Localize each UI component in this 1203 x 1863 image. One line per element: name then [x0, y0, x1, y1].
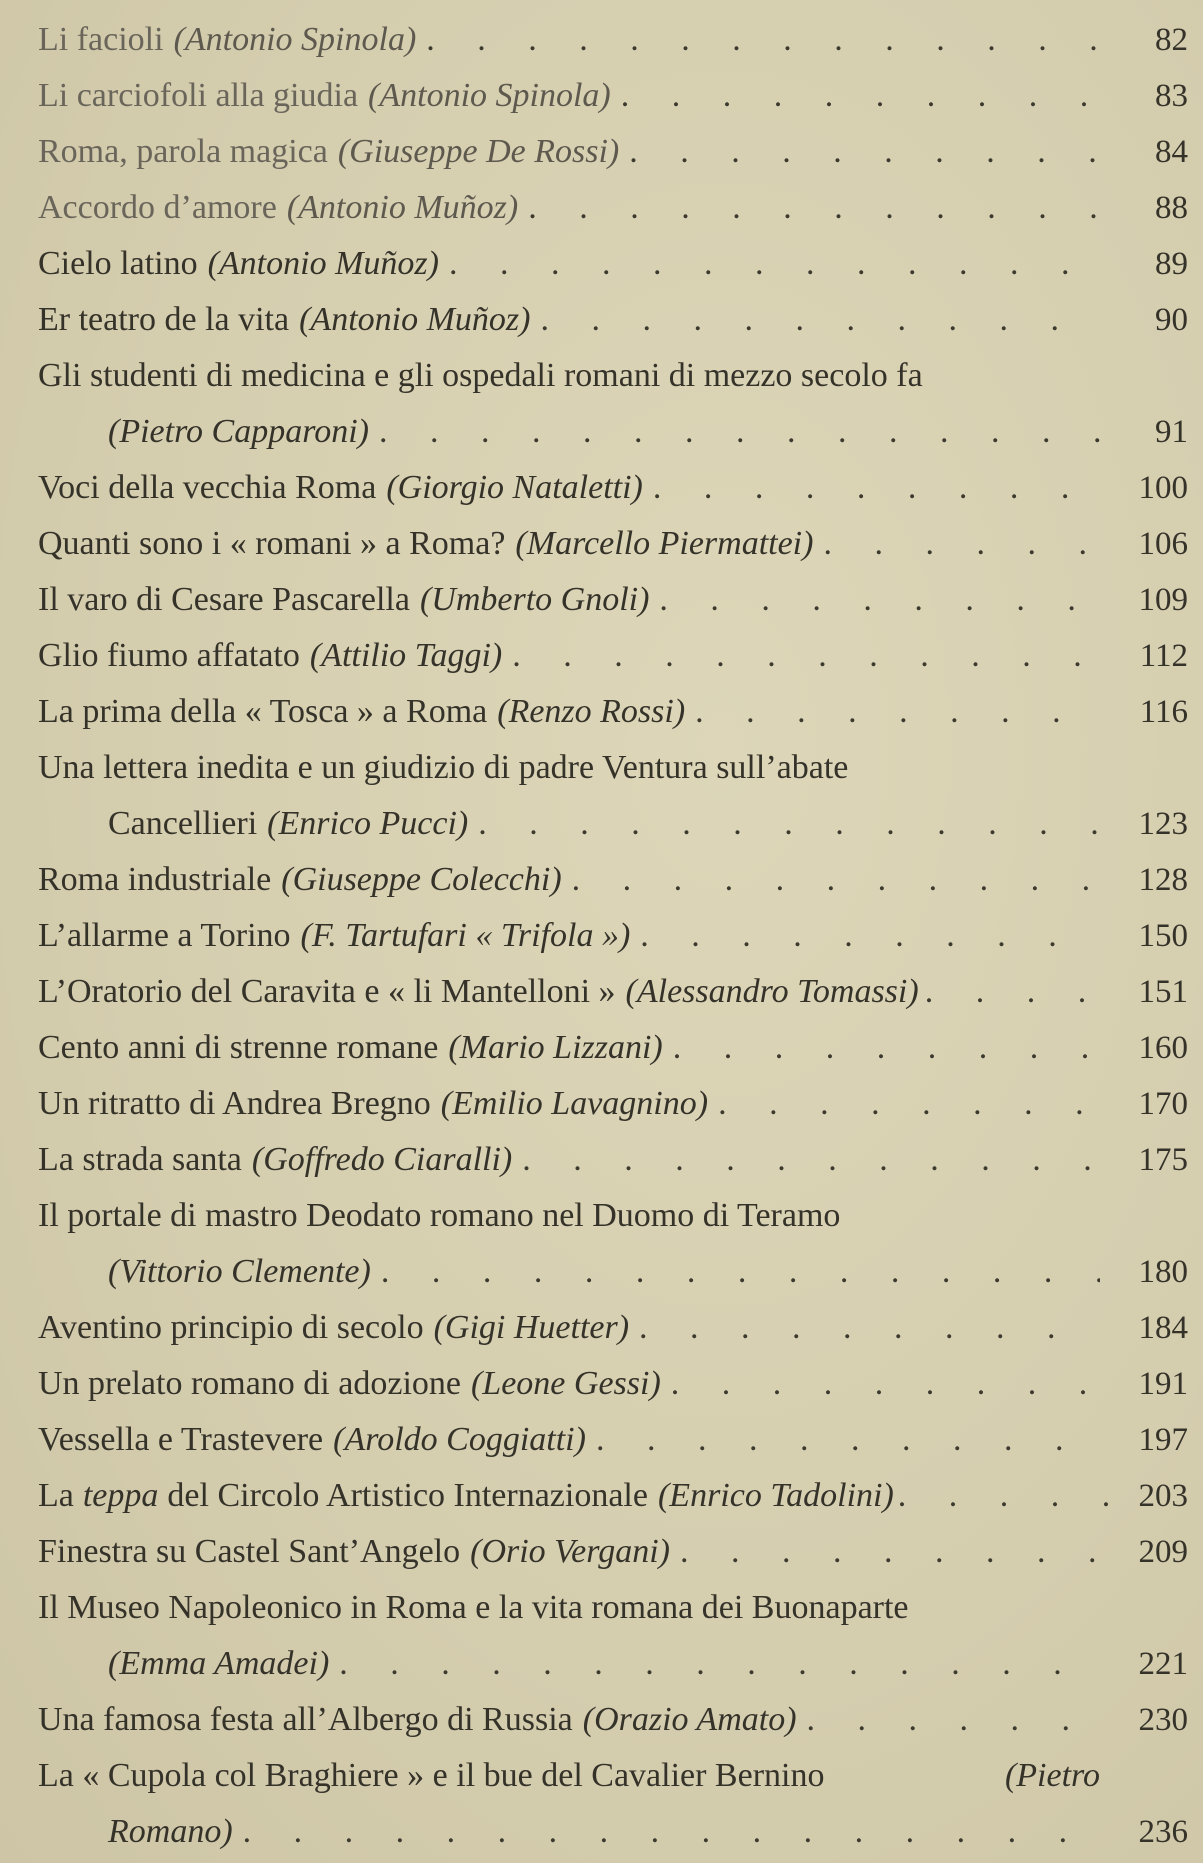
toc-entry	[38, 628, 1188, 684]
leader-dots	[522, 1132, 1100, 1188]
toc-entry	[38, 180, 1188, 236]
entry-author: (Antonio Muñoz)	[299, 301, 531, 338]
entry-title: Vessella e Trastevere	[38, 1421, 324, 1458]
toc-entry	[38, 1076, 1188, 1132]
leader-dots	[898, 1468, 1110, 1524]
entry-author: (Orio Vergani)	[470, 1533, 671, 1570]
entry-author: (Antonio Muñoz)	[207, 245, 439, 282]
leader-dots	[512, 628, 1100, 684]
leader-dots	[540, 292, 1100, 348]
entry-author: (Giorgio Nataletti)	[386, 469, 643, 506]
entry-page: 209	[1138, 1534, 1188, 1570]
entry-title: Li carciofoli alla giudia	[38, 77, 359, 114]
toc-entry	[38, 1468, 1188, 1524]
toc-entry	[38, 124, 1188, 180]
entry-page: 112	[1139, 638, 1188, 674]
entry-author-part1: (Pietro	[1004, 1757, 1100, 1794]
leader-dots	[621, 68, 1100, 124]
entry-author: (Emilio Lavagnino)	[440, 1085, 709, 1122]
entry-author: (Mario Lizzani)	[448, 1029, 663, 1066]
toc-entry	[38, 1300, 1188, 1356]
leader-dots	[572, 852, 1100, 908]
entry-title: Gli studenti di medicina e gli ospedali romani di mezzo secolo fa	[38, 357, 923, 394]
leader-dots	[426, 12, 1100, 68]
leader-dots	[379, 404, 1100, 460]
toc-entry	[38, 516, 1188, 572]
entry-title: Il varo di Cesare Pascarella	[38, 581, 410, 618]
table-of-contents	[38, 12, 1188, 1860]
leader-dots	[718, 1076, 1100, 1132]
entry-author: (Enrico Tadolini)	[657, 1477, 894, 1514]
entry-page: 84	[1155, 134, 1188, 170]
toc-entry	[38, 236, 1188, 292]
toc-entry	[38, 1132, 1188, 1188]
entry-author: (Umberto Gnoli)	[419, 581, 650, 618]
entry-title: Li facioli	[38, 21, 164, 58]
entry-title: Voci della vecchia Roma	[38, 469, 377, 506]
entry-author: (Emma Amadei)	[108, 1645, 330, 1682]
entry-author: (Gigi Huetter)	[433, 1309, 630, 1346]
entry-page: 123	[1138, 806, 1188, 842]
entry-title: La strada santa	[38, 1141, 242, 1178]
entry-title-continued: Cancellieri	[108, 805, 258, 842]
leader-dots	[339, 1636, 1100, 1692]
entry-page: 236	[1138, 1814, 1188, 1850]
entry-page: 230	[1138, 1702, 1188, 1738]
entry-title: Quanti sono i « romani » a Roma?	[38, 525, 506, 562]
entry-author: (Orazio Amato)	[582, 1701, 797, 1738]
entry-title: Glio fiumo affatato	[38, 637, 300, 674]
toc-entry	[38, 572, 1188, 628]
entry-title: Cielo latino	[38, 245, 198, 282]
toc-entry	[38, 740, 1188, 852]
entry-title: Il portale di mastro Deodato romano nel Duomo di Teramo	[38, 1197, 841, 1234]
leader-dots	[673, 1020, 1100, 1076]
entry-page: 100	[1138, 470, 1188, 506]
toc-entry	[38, 12, 1188, 68]
entry-page: 106	[1138, 526, 1188, 562]
entry-author: (Enrico Pucci)	[267, 805, 469, 842]
leader-dots	[680, 1524, 1100, 1580]
leader-dots	[381, 1244, 1100, 1300]
toc-entry	[38, 964, 1188, 1020]
entry-page: 203	[1138, 1478, 1188, 1514]
entry-author: (Antonio Spinola)	[368, 77, 611, 114]
entry-title: Accordo d’amore	[38, 189, 277, 226]
toc-entry	[38, 684, 1188, 740]
toc-entry	[38, 1412, 1188, 1468]
entry-page: 180	[1138, 1254, 1188, 1290]
entry-title: La prima della « Tosca » a Roma	[38, 693, 488, 730]
entry-page: 116	[1139, 694, 1188, 730]
entry-title-italic: teppa	[82, 1477, 159, 1514]
leader-dots	[528, 180, 1100, 236]
entry-title: Un ritratto di Andrea Bregno	[38, 1085, 431, 1122]
entry-page: 128	[1138, 862, 1188, 898]
entry-author-part2: Romano)	[108, 1813, 233, 1850]
entry-author: (Renzo Rossi)	[497, 693, 686, 730]
toc-entry	[38, 1524, 1188, 1580]
leader-dots	[629, 124, 1100, 180]
leader-dots	[449, 236, 1100, 292]
toc-entry	[38, 1188, 1188, 1300]
entry-author: (Alessandro Tomassi)	[625, 973, 919, 1010]
leader-dots	[639, 1300, 1100, 1356]
leader-dots	[695, 684, 1100, 740]
leader-dots	[653, 460, 1100, 516]
entry-page: 175	[1138, 1142, 1188, 1178]
toc-entry	[38, 460, 1188, 516]
toc-entry	[38, 1692, 1188, 1748]
entry-page: 88	[1155, 190, 1188, 226]
entry-author: (Giuseppe De Rossi)	[337, 133, 620, 170]
toc-entry	[38, 1748, 1188, 1860]
entry-author: (Pietro Capparoni)	[108, 413, 369, 450]
entry-title: Cento anni di strenne romane	[38, 1029, 439, 1066]
toc-entry	[38, 68, 1188, 124]
leader-dots	[478, 796, 1100, 852]
entry-title: Roma, parola magica	[38, 133, 328, 170]
leader-dots	[807, 1692, 1100, 1748]
entry-page: 150	[1138, 918, 1188, 954]
entry-title: Roma industriale	[38, 861, 272, 898]
entry-author: (Giuseppe Colecchi)	[281, 861, 562, 898]
toc-entry	[38, 292, 1188, 348]
toc-entry	[38, 852, 1188, 908]
entry-author: (Attilio Taggi)	[309, 637, 503, 674]
entry-page: 197	[1138, 1422, 1188, 1458]
leader-dots	[823, 516, 1100, 572]
leader-dots	[596, 1412, 1100, 1468]
entry-author: (Antonio Spinola)	[173, 21, 417, 58]
entry-title: La « Cupola col Braghiere » e il bue del Cavalier Bernino	[38, 1757, 825, 1794]
entry-title: L’Oratorio del Caravita e « li Mantelloni »	[38, 973, 616, 1010]
toc-entry	[38, 908, 1188, 964]
leader-dots	[671, 1356, 1100, 1412]
entry-title-suffix: del Circolo Artistico Internazionale	[167, 1477, 648, 1514]
entry-page: 89	[1155, 246, 1188, 282]
entry-author: (Leone Gessi)	[470, 1365, 661, 1402]
leader-dots	[925, 964, 1108, 1020]
entry-page: 160	[1138, 1030, 1188, 1066]
entry-author: (Marcello Piermattei)	[515, 525, 814, 562]
toc-entry	[38, 348, 1188, 460]
entry-page: 82	[1155, 22, 1188, 58]
entry-title: Una lettera inedita e un giudizio di padre Ventura sull’abate	[38, 749, 849, 786]
toc-entry	[38, 1020, 1188, 1076]
entry-author: (Goffredo Ciaralli)	[251, 1141, 513, 1178]
entry-title-prefix: La	[38, 1477, 74, 1514]
entry-author: (F. Tartufari « Trifola »)	[300, 917, 631, 954]
entry-page: 83	[1155, 78, 1188, 114]
leader-dots	[640, 908, 1100, 964]
entry-page: 170	[1138, 1086, 1188, 1122]
toc-entry	[38, 1356, 1188, 1412]
entry-title: Aventino principio di secolo	[38, 1309, 424, 1346]
leader-dots	[659, 572, 1100, 628]
toc-entry	[38, 1580, 1188, 1692]
entry-page: 221	[1138, 1646, 1188, 1682]
leader-dots	[243, 1804, 1100, 1860]
entry-author: (Aroldo Coggiatti)	[333, 1421, 586, 1458]
entry-author: (Antonio Muñoz)	[286, 189, 519, 226]
entry-title: Il Museo Napoleonico in Roma e la vita romana dei Buonaparte	[38, 1589, 909, 1626]
entry-title: Er teatro de la vita	[38, 301, 290, 338]
entry-page: 109	[1138, 582, 1188, 618]
entry-title: Finestra su Castel Sant’Angelo	[38, 1533, 461, 1570]
entry-page: 191	[1138, 1366, 1188, 1402]
entry-title: Un prelato romano di adozione	[38, 1365, 461, 1402]
entry-page: 90	[1155, 302, 1188, 338]
entry-page: 151	[1138, 974, 1188, 1010]
entry-title: L’allarme a Torino	[38, 917, 291, 954]
entry-author: (Vittorio Clemente)	[108, 1253, 371, 1290]
entry-title: Una famosa festa all’Albergo di Russia	[38, 1701, 573, 1738]
entry-page: 91	[1155, 414, 1188, 450]
entry-page: 184	[1138, 1310, 1188, 1346]
